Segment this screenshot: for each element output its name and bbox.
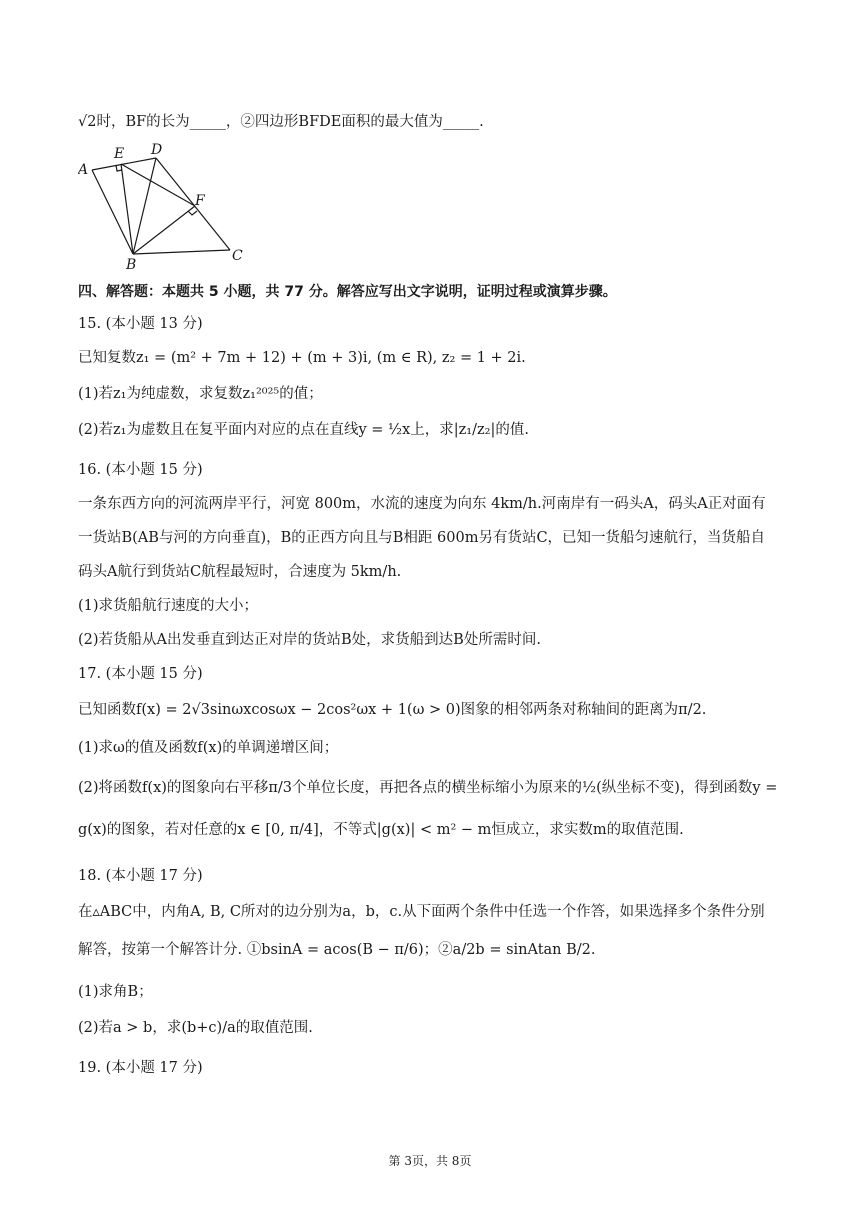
text-line: (2)若z₁为虚数且在复平面内对应的点在直线y = ½x上，求|z₁/z₂|的值. <box>78 422 529 438</box>
text-line: 一货站B(AB与河的方向垂直)，B的正西方向且与B相距 600m另有货站C，已知一货船匀速航行，当货船自 <box>78 530 766 546</box>
text-line: (2)若a > b，求(b+c)/a的取值范围. <box>78 1020 313 1036</box>
text-line: g(x)的图象，若对任意的x ∈ [0, π/4]，不等式|g(x)| < m² − m恒成立，求实数m的取值范围. <box>78 822 684 838</box>
question-17-header: 17. (本小题 15 分) <box>78 666 203 682</box>
text-line: (1)求ω的值及函数f(x)的单调递增区间； <box>78 740 339 756</box>
segment-dc <box>156 158 230 250</box>
label-d: D <box>151 142 163 158</box>
text-line: √2时，BF的长为_____，②四边形BFDE面积的最大值为_____. <box>78 114 484 130</box>
label-e: E <box>114 146 125 162</box>
question-19-header: 19. (本小题 17 分) <box>78 1060 203 1076</box>
text-line: (2)若货船从A出发垂直到达正对岸的货站B处，求货船到达B处所需时间. <box>78 632 541 648</box>
right-angle-mark-f <box>188 211 197 215</box>
question-18-header: 18. (本小题 17 分) <box>78 868 203 884</box>
text-line: 已知复数z₁ = (m² + 7m + 12) + (m + 3)i, (m ∈ R), z₂ = 1 + 2i. <box>78 350 526 366</box>
section-heading: 四、解答题：本题共 5 小题，共 77 分。解答应写出文字说明，证明过程或演算步骤。 <box>78 284 617 300</box>
geometry-figure <box>78 142 258 272</box>
question-16-header: 16. (本小题 15 分) <box>78 462 203 478</box>
segment-bc <box>133 250 230 254</box>
label-b: B <box>126 257 137 272</box>
text-line: 解答，按第一个解答计分. ①bsinA = acos(B − π/6)；②a/2b = sinAtan B/2. <box>78 942 596 958</box>
text-line: (1)若z₁为纯虚数，求复数z₁²⁰²⁵的值； <box>78 386 323 402</box>
label-f: F <box>195 193 205 209</box>
text-line: 码头A航行到货站C航程最短时，合速度为 5km/h. <box>78 564 402 580</box>
text-line: (1)求角B； <box>78 984 153 1000</box>
text-line: (2)将函数f(x)的图象向右平移π/3个单位长度，再把各点的横坐标缩小为原来的½(纵坐标不变)，得到函数y = <box>78 780 778 796</box>
text-line: (1)求货船航行速度的大小； <box>78 598 259 614</box>
text-line: 在▵ABC中，内角A, B, C所对的边分别为a，b，c.从下面两个条件中任选一个作答，如果选择多个条件分别 <box>78 904 765 920</box>
label-c: C <box>232 248 243 264</box>
segment-ef <box>121 164 195 206</box>
text-line: 已知函数f(x) = 2√3sinωxcosωx − 2cos²ωx + 1(ω > 0)图象的相邻两条对称轴间的距离为π/2. <box>78 702 707 718</box>
text-line: 一条东西方向的河流两岸平行，河宽 800m，水流的速度为向东 4km/h.河南岸有一码头A，码头A正对面有 <box>78 496 766 512</box>
label-a: A <box>78 162 89 178</box>
question-15-header: 15. (本小题 13 分) <box>78 316 203 332</box>
page-footer: 第 3页，共 8页 <box>388 1154 472 1168</box>
